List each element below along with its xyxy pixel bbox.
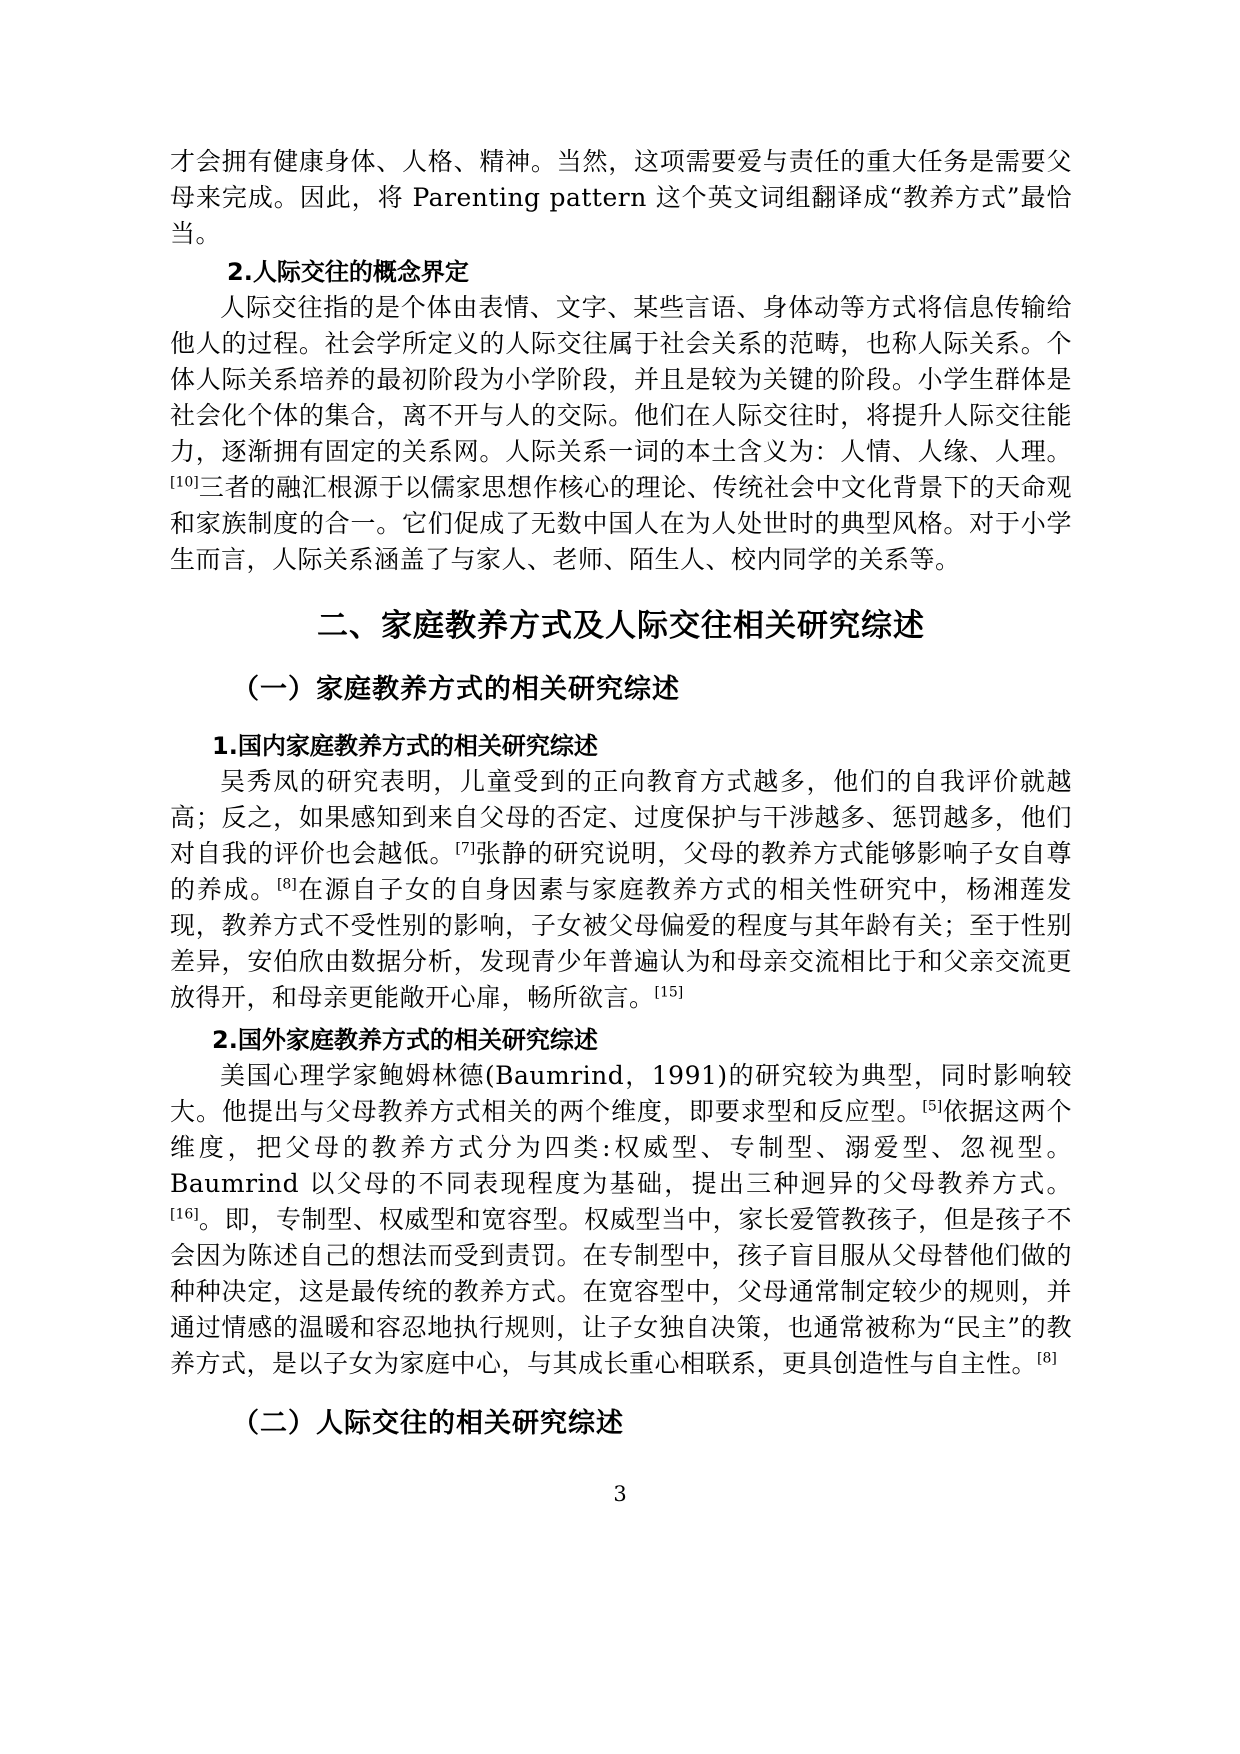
- text-run: 张静的研究说明，父母的教养方式能够影响子女自尊的养成。: [170, 839, 1072, 904]
- section-title-review: 二、家庭教养方式及人际交往相关研究综述: [317, 608, 925, 644]
- paragraph-concept: [170, 290, 1072, 578]
- text-run: 美国心理学家鲍姆林德(Baumrind，1991)的研究较为典型，同时影响较大。他提出与父母教养方式相关的两个维度，即要求型和反应型。: [170, 1061, 1072, 1126]
- page-number: 3: [613, 1482, 627, 1506]
- citation-ref-8b: [8]: [1037, 1350, 1057, 1367]
- citation-ref-15: [15]: [654, 984, 684, 1001]
- citation-ref-5: [5]: [922, 1098, 943, 1115]
- citation-ref-8: [8]: [276, 876, 297, 893]
- text-run: 依据这两个维度，把父母的教养方式分为四类:权威型、专制型、溺爱型、忽视型。Baumrind 以父母的不同表现程度为基础，提出三种迥异的父母教养方式。: [170, 1097, 1072, 1198]
- citation-ref-16: [16]: [170, 1206, 199, 1223]
- heading-foreign-research: 2.国外家庭教养方式的相关研究综述: [212, 1026, 598, 1054]
- citation-ref-10: [10]: [170, 474, 199, 491]
- paragraph-intro: 才会拥有健康身体、人格、精神。当然，这项需要爱与责任的重大任务是需要父母来完成。因此，将 Parenting pattern 这个英文词组翻译成“教养方式”最恰当。: [170, 147, 1072, 248]
- heading-domestic-research: 1.国内家庭教养方式的相关研究综述: [212, 732, 598, 760]
- text-run: 人际交往指的是个体由表情、文字、某些言语、身体动等方式将信息传输给他人的过程。社会学所定义的人际交往属于社会关系的范畴，也称人际关系。个体人际关系培养的最初阶段为小学阶段，并且是较为关键的阶段。小学生群体是社会化个体的集合，离不开与人的交际。他们在人际交往时，将提升人际交往能力，逐渐拥有固定的关系网。人际关系一词的本土含义为：人情、人缘、人理。: [170, 293, 1072, 466]
- text-run: 三者的融汇根源于以儒家思想作核心的理论、传统社会中文化背景下的天命观和家族制度的合一。它们促成了无数中国人在为人处世时的典型风格。对于小学生而言，人际关系涵盖了与家人、老师、陌生人、校内同学的关系等。: [170, 473, 1072, 574]
- text-run: 在源自子女的自身因素与家庭教养方式的相关性研究中，杨湘莲发现，教养方式不受性别的影响，子女被父母偏爱的程度与其年龄有关；至于性别差异，安伯欣由数据分析，发现青少年普遍认为和母亲交流相比于和父亲交流更放得开，和母亲更能敞开心扉，畅所欲言。: [170, 875, 1072, 1012]
- text-run: 吴秀凤的研究表明，儿童受到的正向教育方式越多，他们的自我评价就越高；反之，如果感知到来自父母的否定、过度保护与干涉越多、惩罚越多，他们对自我的评价也会越低。: [170, 767, 1072, 868]
- subsection-title-interpersonal-review: （二）人际交往的相关研究综述: [232, 1408, 624, 1439]
- paragraph-domestic: [170, 764, 1072, 1016]
- paragraph-foreign: [170, 1058, 1072, 1382]
- heading-concept-definition: 2.人际交往的概念界定: [227, 258, 469, 286]
- subsection-title-parenting-review: （一）家庭教养方式的相关研究综述: [232, 674, 680, 705]
- text-run: 。即，专制型、权威型和宽容型。权威型当中，家长爱管教孩子，但是孩子不会因为陈述自己的想法而受到责罚。在专制型中，孩子盲目服从父母替他们做的种种决定，这是最传统的教养方式。在宽容型中，父母通常制定较少的规则，并通过情感的温暖和容忍地执行规则，让子女独自决策，也通常被称为“民主”的教养方式，是以子女为家庭中心，与其成长重心相联系，更具创造性与自主性。: [170, 1205, 1072, 1378]
- citation-ref-7: [7]: [455, 840, 476, 857]
